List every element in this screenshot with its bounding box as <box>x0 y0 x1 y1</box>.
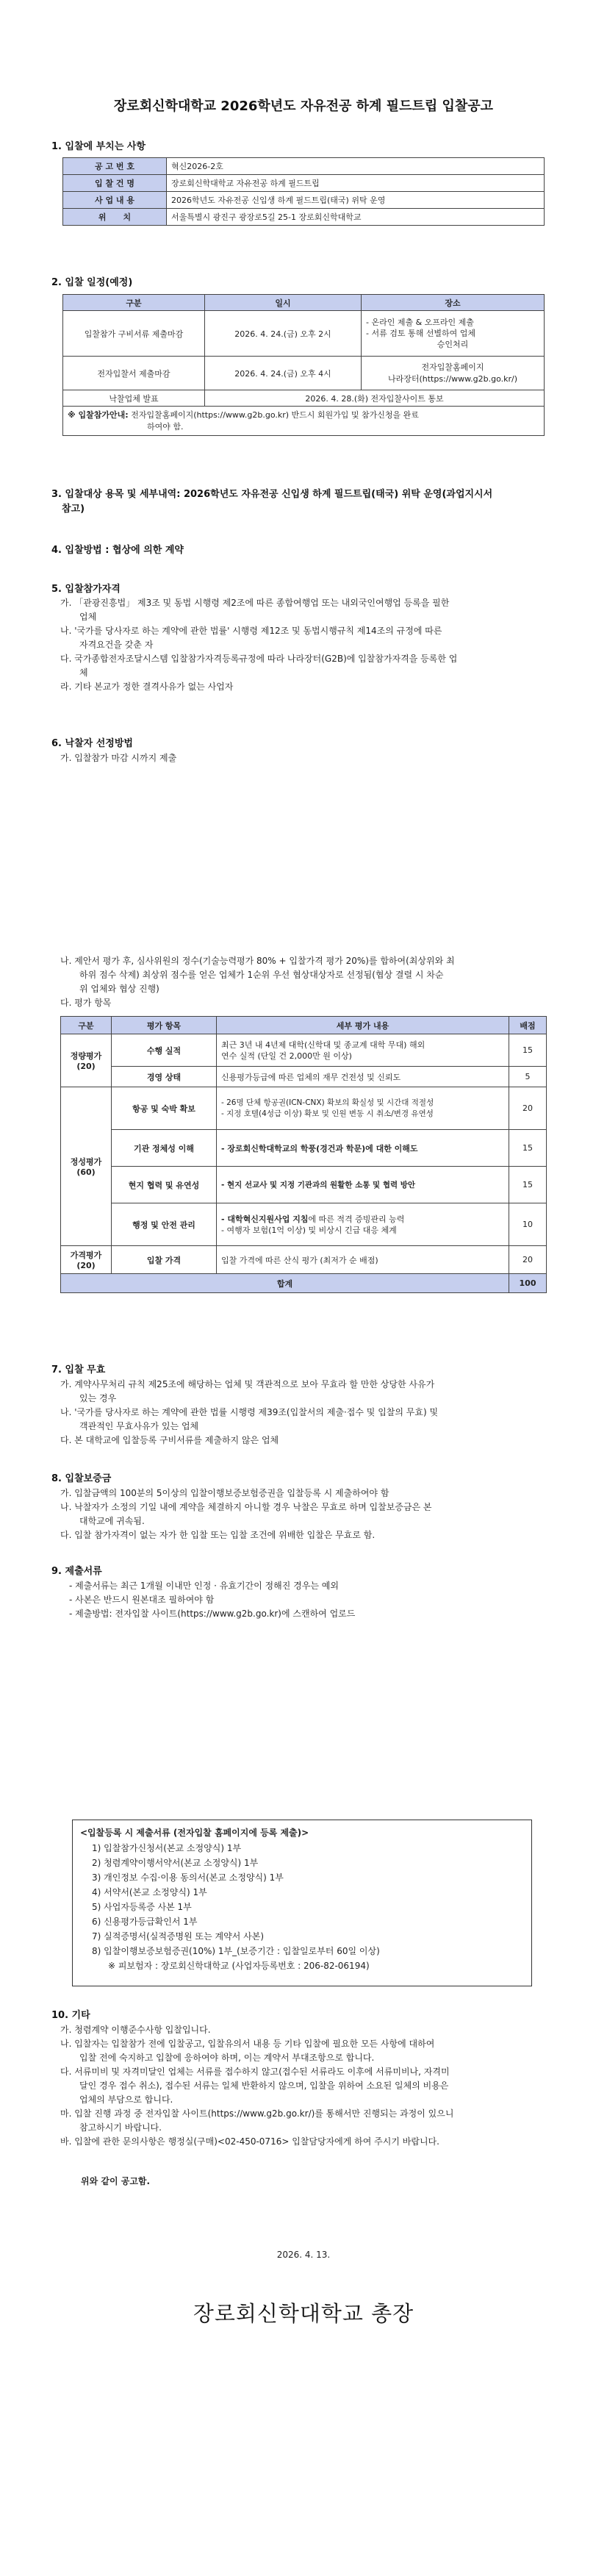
invalid-c: 다. 본 대학교에 입찰등록 구비서류를 제출하지 않은 업체 <box>60 1435 279 1445</box>
eval-group-quantitative-points: (20) <box>76 1062 96 1071</box>
documents-rule-1: - 제출서류는 최근 1개월 이내만 인정 · 유효기간이 정해진 경우는 예외 <box>69 1581 339 1591</box>
eval-group-price-points: (20) <box>76 1261 96 1270</box>
misc-e: 바. 입찰에 관한 문의사항은 행정실(구매)<02-450-0716> 입찰담당자에게 하여 주시기 바랍니다. <box>60 2136 439 2147</box>
eval-item-price: 입찰 가격 <box>112 1246 217 1274</box>
section-7-body <box>60 1378 560 1448</box>
misc-d: 마. 입찰 진행 과정 중 전자입찰 사이트(https://www.g2b.go.kr/)를 통해서만 진행되는 과정이 있으니 <box>60 2108 454 2119</box>
eval-detail-safety <box>217 1203 509 1246</box>
documents-rule-2: - 사본은 반드시 원본대조 필하여야 함 <box>69 1595 215 1605</box>
deposit-b: 나. 낙찰자가 소정의 기일 내에 계약을 체결하지 아니할 경우 낙찰은 무효로 하며 입찰보증금은 본 <box>60 1502 432 1512</box>
section-8-heading: 8. 입찰보증금 <box>51 1473 112 1484</box>
eval-group-quantitative-name: 정량평가 <box>70 1051 102 1061</box>
value-bid-name: 장로회신학대학교 자유전공 하계 필드트립 <box>167 175 545 192</box>
invalid-a-cont: 있는 경우 <box>79 1393 117 1403</box>
section-9-body <box>69 1579 554 1621</box>
eval-detail-performance-line2: 연수 실적 (단일 건 2,000만 원 이상) <box>221 1051 352 1061</box>
eval-item-identity: 기관 정체성 이해 <box>112 1130 217 1167</box>
schedule-docs-place <box>362 311 545 357</box>
section-3-line2: 참고) <box>62 504 85 515</box>
schedule-award-type: 낙찰업체 발표 <box>63 390 205 407</box>
eval-detail-safety-rest: 에 따른 적격 증빙관리 능력 <box>308 1214 405 1224</box>
selection-b-line2: 하위 점수 삭제) 최상위 점수를 얻은 업체가 1순위 우선 협상대상자로 선정됨(협상 결렬 시 차순 <box>79 970 444 980</box>
eval-score-safety: 10 <box>509 1203 547 1246</box>
section-10-body <box>60 2023 567 2149</box>
notice-date: 2026. 4. 13. <box>276 2250 331 2260</box>
evaluation-table <box>60 1016 547 1293</box>
documents-box-note: ※ 피보험자 : 장로회신학대학교 (사업자등록번호 : 206-82-06194) <box>108 1961 370 1971</box>
misc-b-cont: 입찰 전에 숙지하고 입찰에 응하여야 하며, 이는 계약서 부대조항으로 합니다. <box>79 2053 375 2063</box>
section-10-heading: 10. 기타 <box>51 2010 90 2021</box>
documents-item: 2) 청렴계약이행서약서(본교 소정양식) 1부 <box>92 1858 259 1868</box>
eval-detail-performance <box>217 1034 509 1067</box>
eval-score-cooperation: 15 <box>509 1167 547 1203</box>
signature: 장로회신학대학교 총장 <box>193 2301 414 2326</box>
eval-item-cooperation: 현지 협력 및 유연성 <box>112 1167 217 1203</box>
bid-info-table <box>62 157 545 226</box>
eval-group-qualitative-points: (60) <box>76 1167 96 1177</box>
eval-header-detail: 세부 평가 내용 <box>217 1017 509 1034</box>
documents-rule-3: - 제출방법: 전자입찰 사이트(https://www.g2b.go.kr)에 스캔하여 업로드 <box>69 1609 356 1619</box>
misc-b: 나. 입찰자는 입찰참가 전에 입찰공고, 입찰유의서 내용 등 기타 입찰에 필요한 모든 사항에 대하여 <box>60 2039 435 2049</box>
deposit-b-cont: 대학교에 귀속됨. <box>79 1516 145 1526</box>
value-project: 2026학년도 자유전공 신입생 하계 필드트립(태국) 위탁 운영 <box>167 192 545 209</box>
eval-detail-cooperation: - 현지 선교사 및 지정 기관과의 원활한 소통 및 협력 방안 <box>217 1167 509 1203</box>
eval-detail-flight-hotel <box>217 1087 509 1130</box>
schedule-ebid-type: 전자입찰서 제출마감 <box>63 357 205 390</box>
schedule-docs-place-line1: - 온라인 제출 & 오프라인 제출 <box>366 318 474 327</box>
misc-c-cont2: 업체의 부담으로 합니다. <box>79 2094 173 2105</box>
qualification-b: 나. '국가를 당사자로 하는 계약에 관한 법률' 시행령 제12조 및 동법시행규칙 제14조의 규정에 따른 <box>60 626 442 636</box>
schedule-header-type: 구분 <box>63 295 205 311</box>
schedule-ebid-place-line1: 전자입찰홈페이지 <box>421 362 484 372</box>
eval-detail-safety-line2: - 여행자 보험(1억 이상) 및 비상시 긴급 대응 체계 <box>221 1225 397 1235</box>
documents-item: 3) 개인정보 수집·이용 동의서(본교 소정양식) 1부 <box>92 1872 284 1883</box>
misc-c-cont: 달인 경우 접수 취소), 접수된 서류는 일체 반환하지 않으며, 입찰을 위하여 소요된 일체의 비용은 <box>79 2081 449 2091</box>
eval-detail-identity: - 장로회신학대학교의 학풍(경건과 학문)에 대한 이해도 <box>217 1130 509 1167</box>
section-4-heading: 4. 입찰방법 : 협상에 의한 계약 <box>51 545 184 556</box>
eval-item-safety: 행정 및 안전 관리 <box>112 1203 217 1246</box>
misc-a: 가. 청렴계약 이행준수사항 입찰입니다. <box>60 2025 211 2035</box>
eval-score-performance: 15 <box>509 1034 547 1067</box>
eval-group-qualitative-name: 정성평가 <box>70 1157 102 1167</box>
section-7-heading: 7. 입찰 무효 <box>51 1364 106 1375</box>
qualification-c-cont: 체 <box>79 668 88 678</box>
page-title: 장로회신학대학교 2026학년도 자유전공 하계 필드트립 입찰공고 <box>113 99 494 114</box>
eval-detail-price: 입찰 가격에 따른 산식 평가 (최저가 순 배점) <box>217 1246 509 1274</box>
schedule-note-line1: 전자입찰홈페이지(https://www.g2b.go.kr) 반드시 회원가입 및 참가신청을 완료 <box>131 409 419 420</box>
documents-item: 7) 실적증명서(실적증명원 또는 계약서 사본) <box>92 1931 265 1942</box>
schedule-ebid-place <box>362 357 545 390</box>
value-location: 서울특별시 광진구 광장로5길 25-1 장로회신학대학교 <box>167 209 545 226</box>
documents-item: 4) 서약서(본교 소정양식) 1부 <box>92 1887 207 1897</box>
eval-score-price: 20 <box>509 1246 547 1274</box>
label-notice-no: 공 고 번 호 <box>63 158 167 175</box>
schedule-note-line2: 하여야 함. <box>147 421 184 432</box>
invalid-b-cont: 객관적인 무효사유가 있는 업체 <box>79 1421 199 1431</box>
section-3-line1: 3. 입찰대상 용목 및 세부내역: 2026학년도 자유전공 신입생 하계 필드트립(태국) 위탁 운영(과업지시서 <box>51 489 493 500</box>
schedule-header-place: 장소 <box>362 295 545 311</box>
eval-item-management: 경영 상태 <box>112 1067 217 1087</box>
documents-item: 8) 입찰이행보증보험증권(10%) 1부_(보증기간 : 입찰일로부터 60일 이상) <box>92 1946 380 1956</box>
misc-c: 다. 서류미비 및 자격미달인 업체는 서류를 접수하지 않고(접수된 서류라도 이후에 서류미비나, 자격미 <box>60 2067 450 2077</box>
eval-group-price <box>61 1246 112 1274</box>
eval-header-score: 배점 <box>509 1017 547 1034</box>
section-6-heading: 6. 낙찰자 선정방법 <box>51 738 133 749</box>
schedule-docs-type: 입찰참가 구비서류 제출마감 <box>63 311 205 357</box>
schedule-docs-place-line2: - 서류 검토 통해 선별하여 업체 <box>366 329 475 338</box>
schedule-note-label: ※ 입찰참가안내: <box>68 409 129 420</box>
deposit-a: 가. 입찰금액의 100분의 5이상의 입찰이행보증보험증권을 입찰등록 시 제출하여야 함 <box>60 1488 389 1498</box>
documents-box-title: <입찰등록 시 제출서류 (전자입찰 홈페이지에 등록 제출)> <box>80 1828 309 1838</box>
eval-header-group: 구분 <box>61 1017 112 1034</box>
section-5-heading: 5. 입찰참가자격 <box>51 584 121 595</box>
selection-a: 가. 입찰참가 마감 시까지 제출 <box>60 753 177 763</box>
eval-item-performance: 수행 실적 <box>112 1034 217 1067</box>
schedule-ebid-place-line2: 나라장터(https://www.g2b.go.kr/) <box>387 373 518 384</box>
eval-group-qualitative <box>61 1087 112 1246</box>
schedule-ebid-time: 2026. 4. 24.(금) 오후 4시 <box>205 357 362 390</box>
documents-item: 1) 입찰참가신청서(본교 소정양식) 1부 <box>92 1843 242 1853</box>
misc-d-cont: 참고하시기 바랍니다. <box>79 2122 162 2133</box>
section-8-body <box>60 1486 560 1542</box>
eval-header-item: 평가 항목 <box>112 1017 217 1034</box>
selection-b-line3: 위 업체와 협상 진행) <box>79 984 159 994</box>
value-notice-no: 혁신2026-2호 <box>167 158 545 175</box>
documents-item: 5) 사업자등록증 사본 1부 <box>92 1902 192 1912</box>
eval-item-flight-hotel: 항공 및 숙박 확보 <box>112 1087 217 1130</box>
eval-score-flight-hotel: 20 <box>509 1087 547 1130</box>
selection-b <box>60 954 560 1010</box>
qualification-a: 가. 「관광진흥법」 제3조 및 동법 시행령 제2조에 따른 종합여행업 또는 내외국인여행업 등록을 필한 <box>60 598 450 608</box>
label-bid-name: 입 찰 건 명 <box>63 175 167 192</box>
required-documents-box <box>72 1820 532 1986</box>
label-location: 위 치 <box>63 209 167 226</box>
schedule-header-time: 일시 <box>205 295 362 311</box>
schedule-award-detail: 2026. 4. 28.(화) 전자입찰사이트 통보 <box>205 390 545 407</box>
eval-total-label: 합계 <box>61 1274 509 1293</box>
schedule-docs-time: 2026. 4. 24.(금) 오후 2시 <box>205 311 362 357</box>
eval-group-price-name: 가격평가 <box>70 1251 102 1260</box>
qualification-b-cont: 자격요건을 갖춘 자 <box>79 640 154 650</box>
schedule-docs-place-line3: 승인처리 <box>437 340 469 349</box>
eval-detail-management: 신용평가등급에 따른 업체의 재무 건전성 및 신뢰도 <box>217 1067 509 1087</box>
closing-statement: 위와 같이 공고함. <box>81 2176 151 2186</box>
section-3 <box>51 487 558 517</box>
qualification-a-cont: 업체 <box>79 612 97 622</box>
section-5-body <box>60 596 560 694</box>
eval-detail-performance-line1: 최근 3년 내 4년제 대학(신학대 및 종교계 대학 무대) 해외 <box>221 1040 425 1050</box>
eval-detail-flight-hotel-line2: - 지정 호텔(4성급 이상) 확보 및 인원 변동 시 취소/변경 유연성 <box>221 1109 434 1118</box>
selection-c: 다. 평가 항목 <box>60 998 112 1008</box>
eval-score-management: 5 <box>509 1067 547 1087</box>
section-2-heading: 2. 입찰 일정(예정) <box>51 277 133 288</box>
section-1-heading: 1. 입찰에 부치는 사항 <box>51 141 146 152</box>
deposit-c: 다. 입찰 참가자격이 없는 자가 한 입찰 또는 입찰 조건에 위배한 입찰은 무효로 함. <box>60 1530 376 1540</box>
eval-detail-flight-hotel-line1: - 26명 단체 항공권(ICN-CNX) 확보의 확실성 및 시간대 적절성 <box>221 1098 434 1107</box>
eval-total-score: 100 <box>509 1274 547 1293</box>
eval-group-quantitative <box>61 1034 112 1087</box>
documents-item: 6) 신용평가등급확인서 1부 <box>92 1917 198 1927</box>
qualification-d: 라. 기타 본교가 정한 결격사유가 없는 사업자 <box>60 681 234 692</box>
eval-detail-safety-bold: - 대학혁신지원사업 지침 <box>221 1214 309 1224</box>
selection-b-line1: 나. 제안서 평가 후, 심사위원의 정수(기술능력평가 80% + 입찰가격 평가 20%)를 합하여(최상위와 최 <box>60 956 455 966</box>
label-project: 사 업 내 용 <box>63 192 167 209</box>
documents-box-list <box>92 1841 525 1973</box>
schedule-note <box>63 407 545 436</box>
qualification-c: 다. 국가종합전자조달시스템 입찰참가자격등록규정에 따라 나라장터(G2B)에 입찰참가자격을 등록한 업 <box>60 654 458 664</box>
eval-score-identity: 15 <box>509 1130 547 1167</box>
section-9-heading: 9. 제출서류 <box>51 1566 102 1577</box>
invalid-b: 나. '국가를 당사자로 하는 계약에 관한 법률 시행령 제39조(입찰서의 제출·접수 및 입찰의 무효) 및 <box>60 1407 439 1417</box>
schedule-table <box>62 294 545 436</box>
invalid-a: 가. 계약사무처리 규칙 제25조에 해당하는 업체 및 객관적으로 보아 무효라 할 만한 상당한 사유가 <box>60 1379 435 1389</box>
